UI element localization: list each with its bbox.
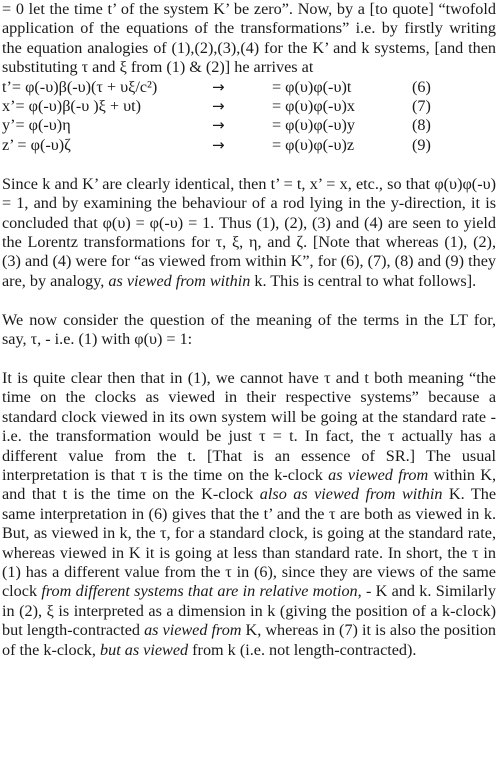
equation-rhs: = φ(υ)φ(-υ)x: [272, 97, 355, 116]
equation-number: (7): [412, 97, 431, 116]
equation-row-6: [2, 78, 496, 97]
paragraph-interpretation: It is quite clear then that in (1), we cannot have τ and t both meaning “the time on the clocks as viewed in their respective systems” because a standard clock viewed in its own system will be going at the standard rate - i.e. the transformation would be just τ = t. In fact, the τ actually has a different value from the t. [That is an essence of SR.] The usual interpretation is that τ is the time on the k-clock as viewed from within K, and that t is the time on the K-clock also as viewed from within K. The same interpretation in (6) gives that the t’ and the τ are both as viewed in k. But, as viewed in k, the τ, for a standard clock, is going at the standard rate, whereas viewed in K it is going at less than standard rate. In short, the τ in (1) has a different value from the τ in (6), since they are views of the same clock from different systems that are in relative motion, - K and k. Similarly in (2), ξ is interpreted as a dimension in k (giving the position of a k-clock) but length-contracted as viewed from K, whereas in (7) it is also the position of the k-clock, but as viewed from k (i.e. not length-contracted).: [2, 369, 497, 659]
equation-lhs: x’= φ(-υ)β(-υ )ξ + υt): [2, 97, 142, 116]
equation-row-7: [2, 97, 496, 116]
equation-number: (6): [412, 77, 431, 96]
equation-rhs: = φ(υ)φ(-υ)y: [272, 116, 355, 135]
paragraph-question: We now consider the question of the meaning of the terms in the LT for, say, τ, - i.e. (1) with φ(υ) = 1:: [2, 310, 496, 349]
equation-number: (8): [412, 116, 431, 135]
right-arrow-icon: →: [212, 97, 225, 116]
equation-row-9: [2, 136, 496, 155]
equation-rhs: = φ(υ)φ(-υ)z: [272, 135, 355, 154]
equation-lhs: z’ = φ(-υ)ζ: [2, 135, 71, 154]
right-arrow-icon: →: [212, 77, 225, 96]
equation-block: [2, 78, 496, 156]
paragraph-intro: = 0 let the time t’ of the system K’ be zero”. Now, by a [to quote] “twofold application of the equations of the transformations” i.e. by firstly writing the equation analogies of (1),(2),(3),(4) for the K’ and k systems, [and then substituting τ and ξ from (1) & (2)] he arrives at: [2, 0, 496, 77]
equation-rhs: = φ(υ)φ(-υ)t: [272, 77, 352, 96]
paragraph-lorentz: Since k and K’ are clearly identical, then t’ = t, x’ = x, etc., so that φ(υ)φ(-υ) = 1, and by examining the behaviour of a rod lying in the y-direction, it is concluded that φ(υ) = φ(-υ) = 1. Thus (1), (2), (3) and (4) are seen to yield the Lorentz transformations for τ, ξ, η, and ζ. [Note that whereas (1), (2), (3) and (4) were for “as viewed from within K”, for (6), (7), (8) and (9) they are, by analogy, as viewed from within k. This is central to what follows].: [2, 174, 496, 290]
equation-lhs: y’= φ(-υ)η: [2, 116, 71, 135]
right-arrow-icon: →: [212, 135, 225, 154]
right-arrow-icon: →: [212, 116, 225, 135]
equation-number: (9): [412, 135, 431, 154]
equation-row-8: [2, 116, 496, 135]
equation-lhs: t’= φ(-υ)β(-υ)(τ + υξ/c²): [2, 77, 158, 96]
